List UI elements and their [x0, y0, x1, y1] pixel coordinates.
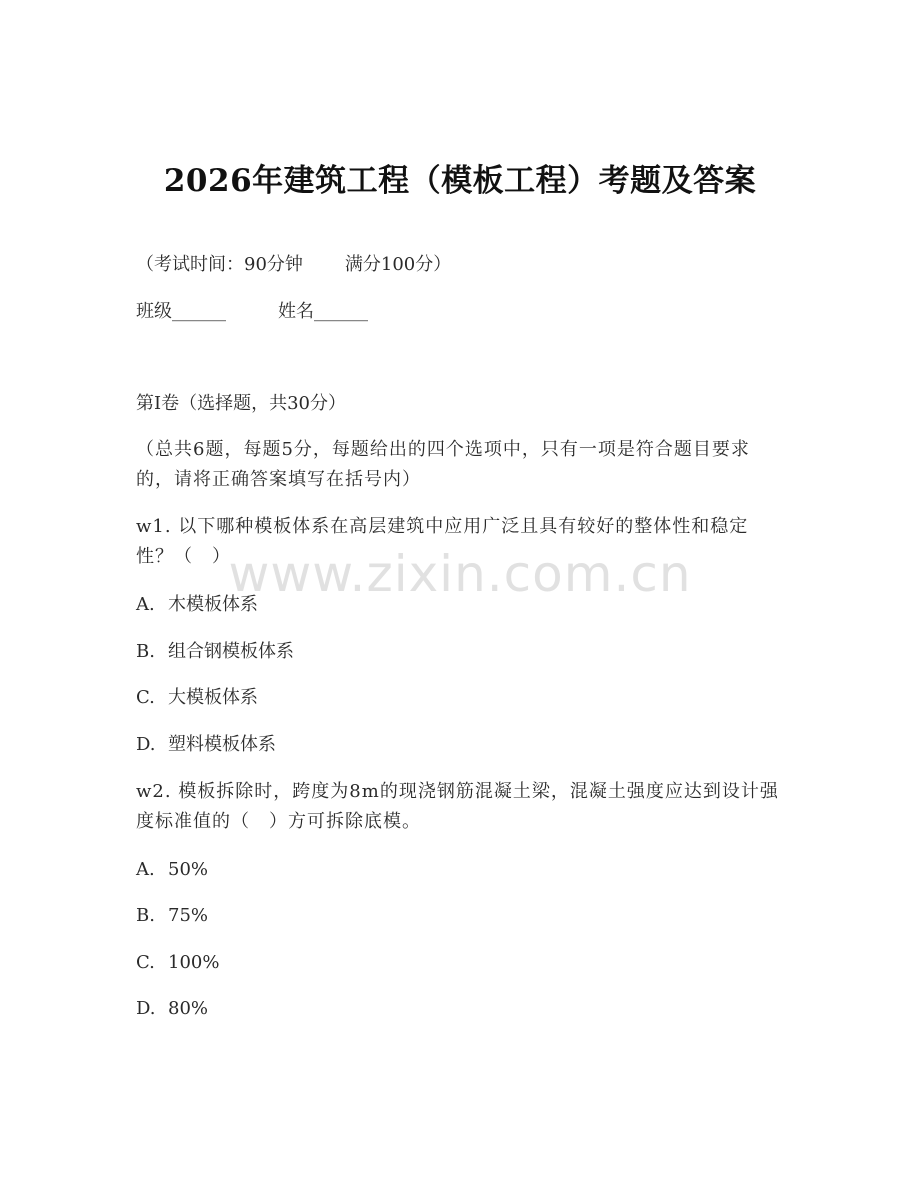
- option-d: [136, 730, 276, 760]
- option-a: [136, 590, 258, 620]
- option-letter: B.: [136, 641, 155, 662]
- exam-score: 满分100分）: [344, 254, 452, 275]
- document-title: 2026年建筑工程（模板工程）考题及答案: [163, 163, 757, 199]
- option-text: 塑料模板体系: [168, 734, 276, 755]
- option-b: [136, 637, 294, 667]
- option-letter: B.: [136, 905, 155, 926]
- option-text: 75%: [168, 905, 209, 926]
- option-text: 80%: [168, 998, 209, 1019]
- option-letter: D.: [136, 734, 156, 755]
- exam-info: [136, 250, 451, 280]
- watermark: www.zixin.com.cn: [228, 545, 692, 603]
- option-letter: D.: [136, 998, 156, 1019]
- exam-time: （考试时间：90分钟: [136, 254, 303, 275]
- option-text: 50%: [168, 859, 209, 880]
- section-heading: 第I卷（选择题，共30分）: [136, 393, 347, 414]
- option-letter: A.: [136, 594, 155, 615]
- class-name-row: [136, 297, 368, 327]
- name-field-label: 姓名______: [278, 301, 368, 322]
- option-letter: C.: [136, 687, 155, 708]
- option-d: [136, 994, 208, 1024]
- option-a: [136, 855, 208, 885]
- option-text: 组合钢模板体系: [168, 641, 294, 662]
- option-text: 大模板体系: [168, 687, 258, 708]
- class-field-label: 班级______: [136, 301, 226, 322]
- question-stem: w1. 以下哪种模板体系在高层建筑中应用广泛且具有较好的整体性和稳定性？（ ）: [136, 516, 749, 567]
- option-text: 100%: [168, 952, 220, 973]
- option-c: [136, 683, 258, 713]
- instructions: （总共6题，每题5分，每题给出的四个选项中，只有一项是符合题目要求的，请将正确答案填写在括号内）: [136, 439, 750, 490]
- option-b: [136, 901, 208, 931]
- question-stem: w2. 模板拆除时，跨度为8m的现浇钢筋混凝土梁，混凝土强度应达到设计强度标准值的（ ）方可拆除底模。: [136, 781, 779, 832]
- option-text: 木模板体系: [168, 594, 258, 615]
- option-letter: A.: [136, 859, 155, 880]
- option-c: [136, 948, 219, 978]
- option-letter: C.: [136, 952, 155, 973]
